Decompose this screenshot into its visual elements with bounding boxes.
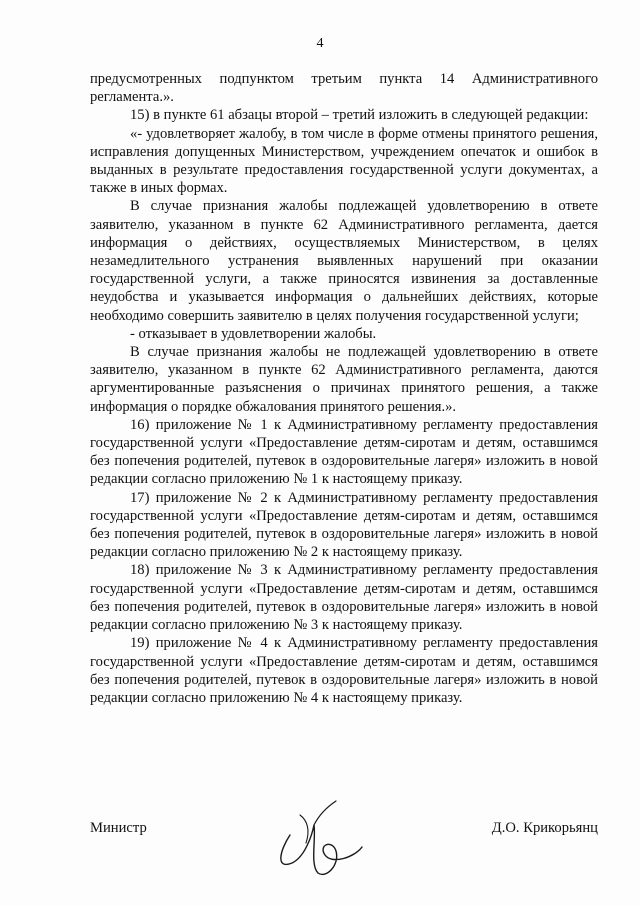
paragraph: 19) приложение № 4 к Административному регламенту предоставления государственной услуги «Предоставление детям-сиротам и детям, оставшимся без попечения родителей, путевок в оздоровительные лагеря» изложить в новой редакции согласно приложению № 4 к настоящему приказу. [90, 635, 598, 706]
paragraph: 17) приложение № 2 к Административному регламенту предоставления государственной услуги «Предоставление детям-сиротам и детям, оставшимся без попечения родителей, путевок в оздоровительные лагеря» изложить в новой редакции согласно приложению № 2 к настоящему приказу. [90, 489, 598, 561]
paragraph: предусмотренных подпунктом третьим пункта 14 Административного регламента.». [90, 71, 598, 106]
paragraph: «- удовлетворяет жалобу, в том числе в форме отмены принятого решения, исправления допущенных Министерством, учреждением опечаток и ошибок в выданных в результате предоставления государственной услуги документах, а также в иных формах. [90, 125, 598, 197]
paragraph: 15) в пункте 61 абзацы второй – третий изложить в следующей редакции: [130, 107, 589, 124]
signer-title: Министр [90, 820, 147, 836]
signer-name: Д.О. Крикорьянц [491, 820, 598, 836]
signature-block [90, 820, 598, 850]
paragraph: 18) приложение № 3 к Административному регламенту предоставления государственной услуги «Предоставление детям-сиротам и детям, оставшимся без попечения родителей, путевок в оздоровительные лагеря» изложить в новой редакции согласно приложению № 3 к настоящему приказу. [90, 562, 598, 634]
body-text [90, 70, 598, 707]
paragraph: В случае признания жалобы не подлежащей удовлетворению в ответе заявителю, указанном в пункте 62 Административного регламента, даются аргументированные разъяснения о причинах принятого решения, а также информация о порядке обжалования принятого решения.». [90, 344, 598, 415]
page-number: 4 [316, 36, 324, 51]
paragraph: 16) приложение № 1 к Административному регламенту предоставления государственной услуги «Предоставление детям-сиротам и детям, оставшимся без попечения родителей, путевок в оздоровительные лагеря» изложить в новой редакции согласно приложению № 1 к настоящему приказу. [90, 416, 598, 488]
paragraph: - отказывает в удовлетворении жалобы. [130, 325, 377, 342]
paragraph: В случае признания жалобы подлежащей удовлетворению в ответе заявителю, указанном в пункте 62 Административного регламента, дается информация о действиях, осуществляемых Министерством, в целях незамедлительного устранения выявленных нарушений при оказании государственной услуги, а также приносятся извинения за доставленные неудобства и указывается информация о дальнейших действиях, которые необходимо совершить заявителю в целях получения государственной услуги; [90, 198, 598, 324]
